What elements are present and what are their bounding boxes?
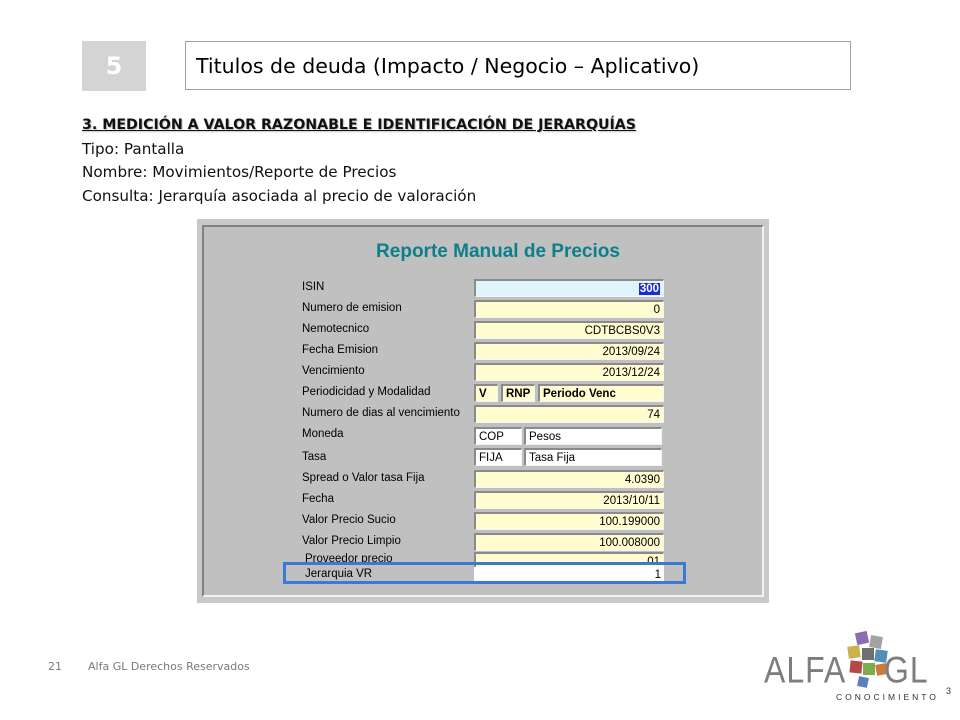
label-jerarquia: Jerarquia VR [305, 568, 373, 580]
tipo-line: Tipo: Pantalla [82, 139, 185, 158]
jerarquia-input[interactable]: 1 [474, 567, 664, 583]
periodicidad-desc-input[interactable]: Periodo Venc [538, 384, 664, 402]
logo-subtitle: CONOCIMIENTO [836, 692, 939, 702]
periodicidad-code2-input[interactable]: RNP [501, 384, 535, 402]
label-tasa: Tasa [302, 451, 327, 463]
section-heading: 3. MEDICIÓN A VALOR RAZONABLE E IDENTIFICACIÓN DE JERARQUÍAS [82, 117, 636, 133]
label-numero-emision: Numero de emision [302, 302, 402, 314]
fecha-input[interactable]: 2013/10/11 [474, 491, 664, 509]
footer-copyright: Alfa GL Derechos Reservados [88, 660, 250, 673]
slide-number: 5 [105, 52, 123, 80]
vencimiento-input[interactable]: 2013/12/24 [474, 363, 664, 381]
moneda-desc-input[interactable]: Pesos [524, 427, 662, 445]
proveedor-input[interactable]: 01 [474, 552, 664, 570]
label-vencimiento: Vencimiento [302, 365, 365, 377]
form-panel [202, 225, 764, 597]
slide-number-box [82, 41, 146, 91]
label-nemotecnico: Nemotecnico [302, 323, 370, 335]
isin-input[interactable] [474, 279, 664, 297]
label-precio-limpio: Valor Precio Limpio [302, 535, 401, 547]
label-moneda: Moneda [302, 428, 344, 440]
logo-word-alfa: ALFA [764, 649, 847, 691]
tasa-desc-input[interactable]: Tasa Fija [524, 448, 662, 466]
logo-word-gl: GL [884, 649, 929, 691]
screenshot-frame [197, 219, 769, 603]
numero-emision-input[interactable]: 0 [474, 300, 664, 318]
label-fecha-emision: Fecha Emision [302, 344, 379, 356]
label-fecha: Fecha [302, 493, 334, 505]
footer-page-number: 21 [48, 660, 62, 673]
isin-value: 300 [639, 282, 659, 295]
cube-logo-icon [842, 630, 890, 690]
label-spread: Spread o Valor tasa Fija [302, 472, 425, 484]
spread-input[interactable]: 4.0390 [474, 470, 664, 488]
dias-vencimiento-input[interactable]: 74 [474, 405, 664, 423]
alfa-gl-logo [764, 628, 954, 712]
form-title: Reporte Manual de Precios [376, 241, 620, 262]
fecha-emision-input[interactable]: 2013/09/24 [474, 342, 664, 360]
precio-limpio-input[interactable]: 100.008000 [474, 533, 664, 551]
periodicidad-code1-input[interactable]: V [474, 384, 498, 402]
logo-superscript: 3 [946, 686, 952, 696]
content-block [82, 114, 636, 208]
label-periodicidad: Periodicidad y Modalidad [302, 386, 431, 398]
slide-title: Titulos de deuda (Impacto / Negocio – Aplicativo) [196, 53, 700, 78]
consulta-line: Consulta: Jerarquía asociada al precio de valoración [82, 186, 477, 205]
highlight-jerarquia-box [283, 562, 686, 584]
nemotecnico-input[interactable]: CDTBCBS0V3 [474, 321, 664, 339]
label-isin: ISIN [302, 281, 325, 293]
tasa-code-input[interactable]: FIJA [474, 448, 522, 466]
slide-title-box [185, 41, 851, 90]
precio-sucio-input[interactable]: 100.199000 [474, 512, 664, 530]
label-proveedor: Proveedor precio [305, 553, 393, 565]
nombre-line: Nombre: Movimientos/Reporte de Precios [82, 163, 397, 181]
label-precio-sucio: Valor Precio Sucio [302, 514, 396, 526]
moneda-code-input[interactable]: COP [474, 427, 522, 445]
label-dias-vencimiento: Numero de dias al vencimiento [302, 407, 460, 419]
